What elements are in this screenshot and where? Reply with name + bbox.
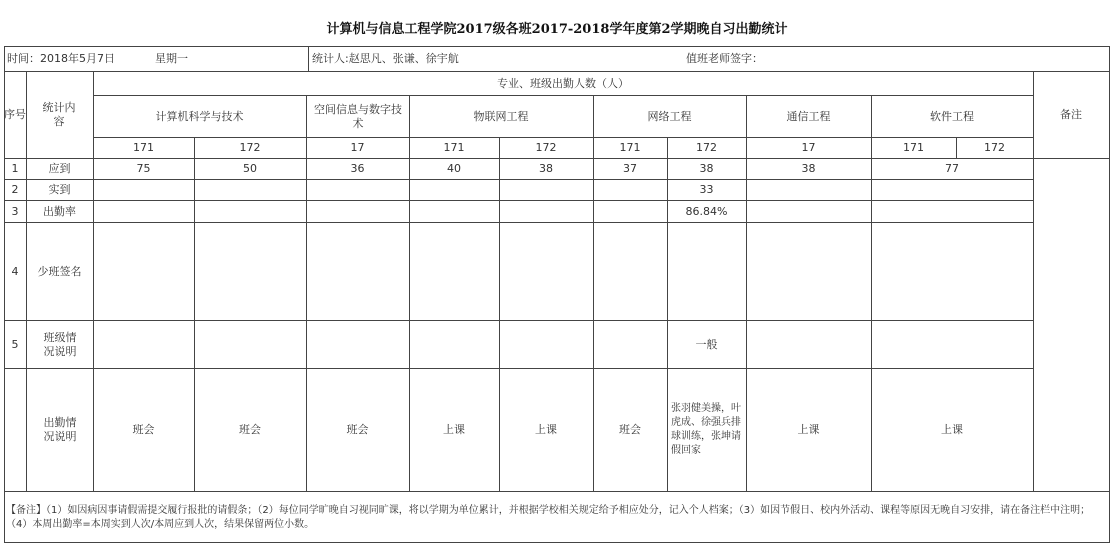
attendance-iot-172: 上课 (535, 423, 557, 436)
teacher-sign-label: 值班老师签字： (686, 52, 763, 65)
row-label-class-status: 班级情况说明 (43, 330, 77, 358)
attendance-sp-17: 班会 (346, 423, 369, 436)
class-iot-172: 172 (535, 141, 557, 154)
class-net-171: 171 (619, 141, 641, 154)
date-label: 时间：2018年5月7日 (7, 52, 115, 65)
stat-person-label: 统计人:赵思凡、张谦、徐宇航 (312, 52, 459, 65)
expected-iot-171: 40 (447, 162, 461, 175)
attendance-net-172: 张羽健美操，叶虎成、徐强兵排球训练，张坤请假回家 (671, 403, 741, 456)
expected-net-171: 37 (623, 162, 637, 175)
page-title: 计算机与信息工程学院2017级各班2017-2018学年度第2学期晚自习出勤统计 (326, 22, 788, 37)
major-spatial: 空间信息与数字技术 (314, 102, 402, 130)
attendance-net-171: 班会 (619, 423, 641, 436)
rate-net-172: 86.84% (685, 204, 728, 218)
major-iot: 物联网工程 (473, 109, 529, 123)
class-iot-171: 171 (443, 141, 465, 154)
row-label-sign: 少班签名 (37, 264, 82, 278)
major-network: 网络工程 (647, 109, 692, 123)
expected-software: 77 (945, 162, 959, 175)
seq-header: 序号 (4, 108, 26, 121)
class-cs-172: 172 (239, 141, 261, 154)
footer-note: 【备注】（1）如因病因事请假需提交履行报批的请假条；（2）每位同学旷晚自习视同旷课，将以学期为单位累计，并根据学校相关规定给予相应处分，记入个人档案；（3）如因节假日、校内外活动、课程等原因无晚自习安排，请在备注栏中注明；（4）本周出勤率=本周实到人次/本周应到人次，结果保留两位小数。 (6, 505, 1091, 530)
attendance-iot-171: 上课 (443, 423, 465, 436)
expected-cs-172: 50 (243, 162, 257, 175)
attendance-cs-171: 班会 (132, 423, 155, 436)
class-sw-171: 171 (903, 141, 924, 154)
row-no: 2 (11, 183, 19, 196)
remark-header: 备注 (1060, 108, 1082, 121)
group-header: 专业、班级出勤人数（人） (497, 76, 629, 90)
class-net-172: 172 (696, 141, 717, 154)
content-header: 统计内容 (42, 101, 76, 128)
row-label-attendance: 出勤情况说明 (43, 416, 77, 443)
row-no: 5 (11, 337, 19, 351)
row-no: 4 (11, 264, 19, 278)
major-communication: 通信工程 (786, 109, 831, 123)
expected-sp-17: 36 (350, 162, 365, 175)
weekday-label: 星期一 (155, 52, 188, 65)
expected-net-172: 38 (699, 162, 714, 175)
row-no: 3 (11, 204, 19, 218)
actual-net-172: 33 (699, 183, 714, 196)
expected-cs-171: 75 (136, 162, 151, 175)
class-sp-17: 17 (350, 141, 365, 154)
expected-iot-172: 38 (539, 162, 553, 175)
class-cs-171: 171 (133, 141, 154, 154)
expected-com-17: 38 (801, 162, 816, 175)
row-label-actual: 实到 (48, 183, 71, 196)
row-label-rate: 出勤率 (43, 204, 76, 218)
class-status-net-172: 一般 (695, 337, 718, 351)
attendance-cs-172: 班会 (239, 423, 261, 436)
class-com-17: 17 (801, 141, 816, 154)
attendance-com-17: 上课 (797, 423, 820, 436)
row-no: 1 (11, 162, 19, 175)
major-software: 软件工程 (930, 109, 974, 123)
class-sw-172: 172 (984, 141, 1005, 154)
attendance-software: 上课 (941, 423, 963, 436)
row-label-expected: 应到 (48, 162, 71, 175)
major-cs: 计算机科学与技术 (155, 109, 244, 123)
